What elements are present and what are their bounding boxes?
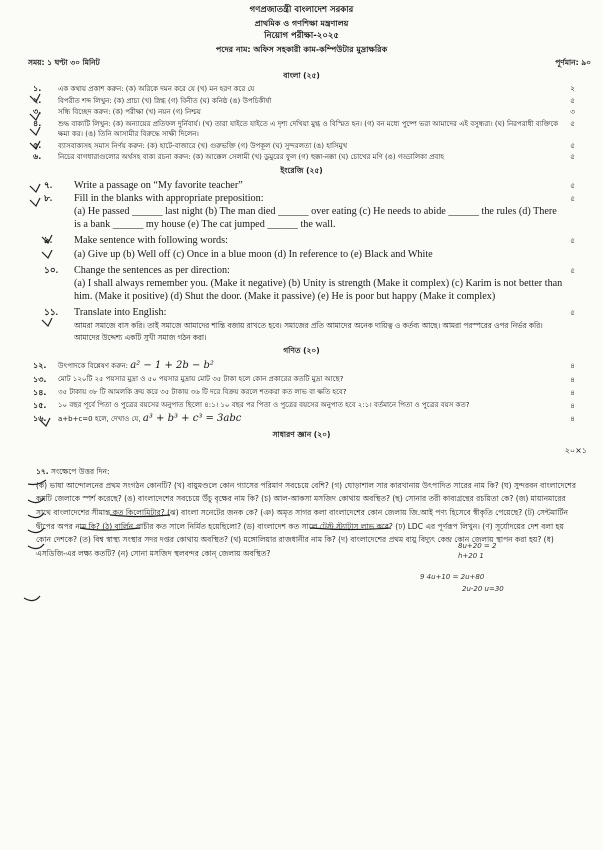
question-16: ১৬. a+b+c=0 হলে, দেখাও যে, a³ + b³ + c³ = 3abc ৪ — [33, 412, 575, 424]
translate-passage: আমরা সমাজে বাস করি। তাই সমাজে আমাদের শান্তি বজায় রাখতে হবে। সমাজের প্রতি আমাদের অনেক দায়িত্ব ও কর্তব্য আছে। আমরা পরস্পরের ওপর নির্ভর করি। আমাদের উদ্দেশ্য একটি সুখী সমাজ গঠন করা। — [74, 320, 543, 342]
question-3: ৩. সন্ধি বিচ্ছেদ করুন: (ক) পরীক্ষা (খ) নয়ন (গ) নিশ্চয় ৩ — [33, 107, 575, 116]
question-11: ১১. Translate into English: ৫ — [44, 307, 575, 319]
question-13: ১৩. মোট ১২০টি ২৫ পয়সার মুদ্রা ও ৫০ পয়সার মুদ্রায় মোট ৩৫ টাকা হলে কোন প্রকারের কতটি মুদ্রা আছে? ৪ — [33, 374, 575, 384]
post-name: পদের নাম: অফিস সহকারী কাম-কম্পিউটার মুদ্রাক্ষরিক — [215, 45, 388, 54]
time-label: সময়: ১ ঘণ্টা ৩০ মিনিট — [28, 58, 100, 67]
full-marks-label: পূর্ণমান: ৯০ — [555, 58, 591, 67]
section-english: ইংরেজি (২৫) — [280, 165, 323, 175]
question-1: ১. এক কথায় প্রকাশ করুন: (ক) অরিকে দমন করে যে (খ) মন হরণ করে যে ২ — [33, 84, 575, 93]
section-bangla: বাংলা (২৫) — [283, 71, 320, 80]
question-2: ২. বিপরীত শব্দ লিখুন: (ক) প্রাচ্য (খ) স্নিগ্ধ (গ) বিনীত (ঘ) কনিষ্ঠ (ঙ) উপচিকীর্ষা ৫ — [33, 95, 575, 105]
ministry-title: প্রাথমিক ও গণশিক্ষা মন্ত্রণালয় — [254, 19, 349, 28]
exam-meta — [0, 58, 603, 70]
rough-work-1: 8u+20 = 2 — [458, 542, 497, 550]
question-17: ২০×১ ১৭. সংক্ষেপে উত্তর দিন: (ক) ভাষা আন্দোলনের প্রথম সংগঠন কোনটি? (খ) বায়ুমণ্ডলে কোন গ্যাসের পরিমাণ সবচেয়ে বেশি? (গ) ঘোড়াশাল সার কারখানায় উৎপাদিত সারের নাম কি? (ঘ) সুন্দরবন বাংলাদেশের কয়টি জেলাকে স্পর্শ করেছে? (ঙ) বাংলাদেশের সবচেয়ে উঁচু বৃক্ষের নাম কি? (চ) আল-আকসা মসজিদ কোথায় অবস্থিত? (ছ) সোনার তরী কাব্যগ্রন্থের রচয়িতা কে? (জ) মায়ানমারের সাথে বাংলাদেশের সীমান্ত কত কিলোমিটার? (ঝ) বাংলা সনেটের জনক কে? (ঞ) অমৃত সাগর কলা বাংলাদেশের কোন জেলায় জি.আই পণ্য হিসেবে স্বীকৃতি পেয়েছে? (ট) সেন্টমার্টিন দ্বীপের অপর নাম কি? (ঠ) বার্লিন প্রাচীর কত সালে নির্মিত হয়েছিলো? (ড) বাংলাদেশ কত সালে টেস্ট স্ট্যাটাস লাভ করে? (ঢ) LDC এর পূর্ণরূপ লিখুন। (ণ) সূর্যোদয়ের দেশ বলা হয় কোন দেশকে? (ত) বিশ্ব স্বাস্থ্য সংস্থার সদর দপ্তর কোথায় অবস্থিত? (থ) মঙ্গোলিয়ার রাজধানীর নাম কি? (দ) বাংলাদেশের প্রথম বায়ু বিদ্যুৎ কেন্দ্র কোন জেলায় স্থাপন করা হয়? (ধ) এসডিজি-এর লক্ষ্য কতটি? (ন) সোনা মসজিদ স্থলবন্দর কোন্ জেলায় অবস্থিত? — [36, 445, 587, 558]
section-gk: সাধারণ জ্ঞান (২০) — [272, 429, 331, 439]
question-8: ৮. Fill in the blanks with appropriate preposition: (a) He passed ______ last night (b) The man died ______ over eating (c) He needs to abide ______ the rules (d) There is a bank ______ my house (e) The cat jumped ______ the wall. ৫ — [44, 192, 575, 231]
question-15: ১৫. ১০ বছর পূর্বে পিতা ও পুত্রের বয়সের অনুপাত ছিলো ৪:১। ১০ বছর পর পিতা ও পুত্রের বয়সের অনুপাত হবে ২:১। বর্তমানে পিতা ও পুত্রের বয়স কত? ৪ — [33, 400, 575, 410]
question-9: ৯. Make sentence with following words: (a) Give up (b) Well off (c) Once in a blue moon (d) In reference to (e) Black and White ৫ — [44, 235, 575, 260]
question-6: ৬. নিচের বাগধারাগুলোর অর্থসহ বাক্য রচনা করুন: (ক) আক্কেল সেলামী (খ) ডুমুরের ফুল (গ) হুক্কা-নক্কা (ঘ) চোখের মণি (ঙ) গড্ডালিকা প্রবাহ ৫ — [33, 152, 575, 161]
section-math: গণিত (২০) — [283, 345, 320, 355]
question-4: ৪. শুদ্ধ বাক্যটি লিখুন: (ক) অন্যায়ের প্রতিফল দুর্নিবার্য। (খ) তারা যাইতে যাইতে এ দৃশ্য দেখিয়া মুগ্ধ ও বিস্মিত হন। (গ) বন মধ্যে পুষ্পে ভরা আমাদের এই বসুন্ধরা। (ঘ) নিরপরাধী ব্যক্তিকে ক্ষমা কর। (ঙ) তিনি আসামীর বিরুদ্ধে সাক্ষী দিলেন। ৫ — [33, 118, 575, 138]
question-5: ৫. ব্যাসবাক্যসহ সমাস নির্ণয় করুন: (ক) হাটে-বাজারে (খ) গুরুভক্তি (গ) উপকূল (ঘ) সুন্দরলতা (ঙ) হাসিমুখ ৫ — [33, 140, 575, 150]
rough-work-3: 9 4u+10 = 2u+80 — [420, 573, 485, 581]
question-10: ১০. Change the sentences as per direction: (a) I shall always remember you. (Make it negative) (b) Unity is strength (Make it complex) (c) Karim is not better than him. (Make it positive) (d) Shut the door. (Make it passive) (e) He is poor but happy (Make it complex) ৫ — [44, 264, 575, 303]
rough-work-2: h+20 1 — [458, 552, 484, 560]
question-12: ১২. উৎপাদকে বিশ্লেষণ করুন: a² − 1 + 2b − b² ৪ — [33, 359, 575, 371]
question-7: ৭. Write a passage on “My favorite teacher” ৫ — [44, 179, 575, 191]
govt-title: গণপ্রজাতন্ত্রী বাংলাদেশ সরকার — [249, 5, 354, 15]
rough-work-4: 2u-20 u=30 — [462, 585, 504, 593]
question-14: ১৪. ৩৫ টাকায় ৩৮ টি আমলকি ক্রয় করে ৩৫ টাকায় ৩৬ টি দরে বিক্রয় করলে শতকরা কত লাভ বা ক্ষতি হবে? ৪ — [33, 387, 575, 397]
exam-title: নিয়োগ পরীক্ষা-২০২৫ — [264, 31, 339, 41]
